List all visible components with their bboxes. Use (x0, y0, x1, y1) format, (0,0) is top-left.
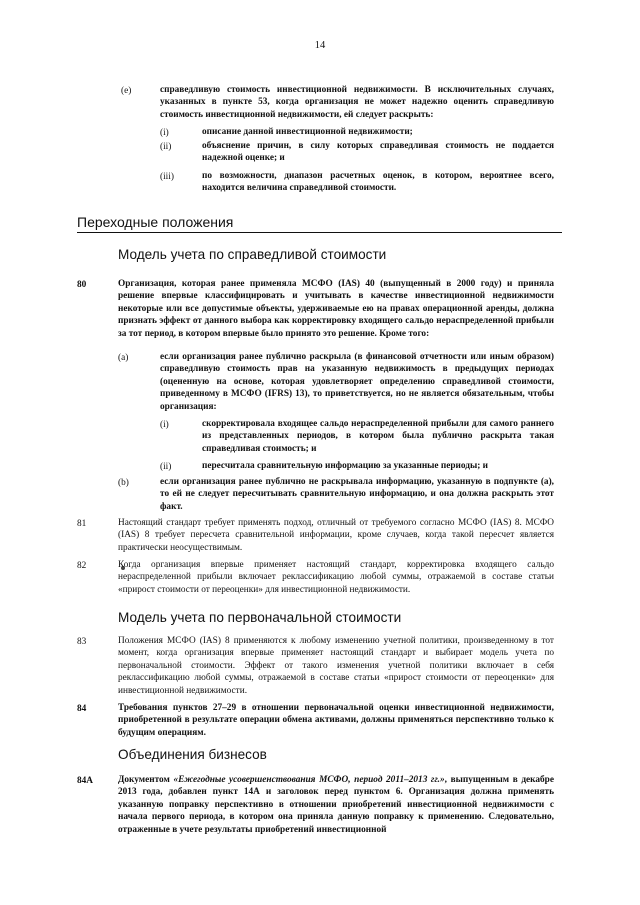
paragraph-84a-text (118, 774, 554, 836)
paragraph-84a-text-after: , выпущенным в декабре 2013 года, добавлен пункт 14А и заголовок перед пунктом 6. Организация должна применять указанную поправку перспективно в отношении приобретений инвестиционной недвижимости с начала первого периода, в котором она приняла данную поправку к применению. Следовательно, отраженные в учете результаты приобретений инвестиционной (118, 775, 554, 835)
paragraph-80 (118, 278, 554, 340)
paragraph-80-text: Организация, которая ранее применяла МСФО (IAS) 40 (выпущенный в 2000 году) и приняла решение впервые классифицировать и учитывать в качестве инвестиционной недвижимости некоторые или все допустимые объекты, удерживаемые ею на правах операционной аренды, должна признать эффект от данного выбора как корректировку входящего сальдо нераспределенной прибыли за тот период, в котором впервые было принято это решение. Кроме того: (118, 279, 554, 339)
item-80a-label: (a) (118, 353, 129, 363)
paragraph-number-84: 84 (77, 704, 87, 714)
paragraph-82-text: Когда организация впервые применяет настоящий стандарт, корректировка входящего сальдо нераспределенной прибыли включает реклассификацию любой суммы, отражаемой в составе статьи «прирост стоимости от переоценки» для инвестиционной недвижимости. (118, 560, 554, 595)
item-80a-ii-text: пересчитала сравнительную информацию за указанные периоды; и (202, 461, 489, 471)
paragraph-84a-italic-title: «Ежегодные усовершенствования МСФО, период 2011–2013 гг.» (173, 775, 445, 785)
item-e-iii-label: (iii) (160, 172, 174, 182)
section-title-transition: Переходные положения (77, 213, 562, 233)
heading-fair-value-model: Модель учета по справедливой стоимости (118, 247, 387, 262)
page-number: 14 (314, 40, 326, 51)
paragraph-84-text: Требования пунктов 27–29 в отношении первоначальной оценки инвестиционной недвижимости, приобретенной в результате операции обмена активами, должны применяться перспективно только к будущим операциям. (118, 703, 554, 738)
heading-business-combinations: Объединения бизнесов (118, 747, 267, 762)
item-e-iii-text: по возможности, диапазон расчетных оценок, в котором, вероятнее всего, находится величина справедливой стоимости. (202, 171, 554, 194)
item-80a-i-label: (i) (160, 420, 169, 430)
paragraph-number-80: 80 (77, 280, 87, 290)
paragraph-number-82: 82 (77, 561, 87, 571)
item-e-label: (e) (121, 86, 132, 96)
item-e-i-label: (i) (160, 128, 169, 138)
paragraph-number-84a: 84A (77, 776, 94, 786)
heading-cost-model: Модель учета по первоначальной стоимости (118, 610, 402, 625)
item-80a-text: если организация ранее публично раскрыла (в финансовой отчетности или иным образом) справедливую стоимость прав на указанную недвижимость в предыдущих периодах (оцененную на основе, которая удовлетворяет определению справедливой стоимости, приведенному в МСФО (IFRS) 13), то приветствуется, но не является обязательным, чтобы организация: (160, 352, 554, 412)
item-e-ii-text: объяснение причин, в силу которых справедливая стоимость не поддается надежной оценке; и (202, 141, 554, 164)
paragraph-81-text: Настоящий стандарт требует применять подход, отличный от требуемого согласно МСФО (IAS) 8. МСФО (IAS) 8 требует пересчета сравнительной информации, кроме случаев, когда такой пересчет является практически неосуществимым. (118, 518, 554, 553)
item-80b-label: (b) (118, 478, 129, 488)
paragraph-84a-text-before: Документом (118, 775, 174, 785)
paragraph-number-83: 83 (77, 637, 87, 647)
item-e-text: справедливую стоимость инвестиционной недвижимости. В исключительных случаях, указанных в пункте 53, когда организация не может надежно оценить справедливую стоимость инвестиционной недвижимости, ей следует раскрыть: (160, 85, 554, 120)
item-e-ii-label: (ii) (160, 142, 172, 152)
item-80a-i-text: скорректировала входящее сальдо нераспределенной прибыли для самого раннего из представленных периодов, в котором была публично раскрыта такая справедливая стоимость; и (202, 419, 554, 454)
item-80b-text: если организация ранее публично не раскрывала информацию, указанную в подпункте (a), то ей не следует пересчитывать сравнительную информацию, и она должна раскрыть этот факт. (160, 477, 554, 512)
paragraph-81 (118, 517, 554, 554)
paragraph-82 (118, 559, 554, 596)
paragraph-83-text: Положения МСФО (IAS) 8 применяются к любому изменению учетной политики, произведенному в тот момент, когда организация впервые применяет настоящий стандарт и выбирает модель учета по первоначальной стоимости. Эффект от такого изменения учетной политики включает в себя реклассификацию любой суммы, отражаемой в составе статьи «прирост стоимости от переоценки» для инвестиционной недвижимости. (118, 636, 554, 696)
paragraph-83 (118, 635, 554, 697)
paragraph-84 (118, 702, 554, 739)
item-e-i-text: описание данной инвестиционной недвижимости; (202, 127, 413, 137)
paragraph-number-81: 81 (77, 519, 87, 529)
item-e (160, 84, 554, 121)
item-80a-ii-label: (ii) (160, 462, 172, 472)
paragraph-84a (118, 774, 554, 836)
